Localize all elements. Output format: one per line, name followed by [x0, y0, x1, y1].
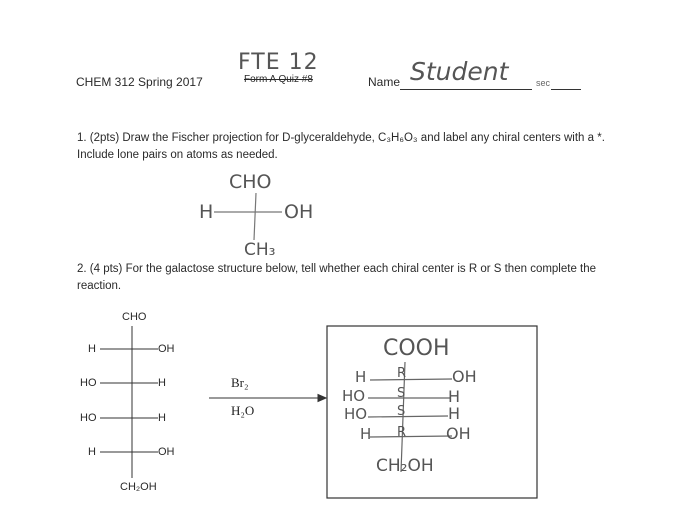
product-top-group: COOH — [383, 336, 450, 361]
galactose-row2-right: H — [158, 377, 166, 389]
handwritten-name: Student — [410, 57, 509, 86]
q1-prompt-line1: 1. (2pts) Draw the Fischer projection for D-glyceraldehyde, C₃H₆O₃ and label any chiral centers with a *. — [77, 132, 605, 144]
q2-prompt-line2: reaction. — [77, 280, 122, 292]
galactose-row1-left: H — [88, 343, 96, 355]
q1-answer-bottom-group: CH₃ — [244, 240, 276, 260]
product-row3-left: HO — [344, 405, 368, 423]
product-bottom-group: CH₂OH — [376, 456, 434, 476]
product-row1-left: H — [355, 368, 367, 386]
reagent-water: H₂O — [231, 403, 255, 418]
course-title: CHEM 312 Spring 2017 — [76, 75, 203, 89]
product-row4-left: H — [360, 425, 372, 443]
product-row1-right: OH — [452, 367, 477, 386]
section-label: sec — [536, 78, 551, 88]
galactose-row4-right: OH — [158, 446, 175, 458]
q1-answer-top-group: CHO — [229, 171, 272, 193]
galactose-row2-left: HO — [80, 377, 97, 389]
name-label: Name — [368, 75, 401, 89]
galactose-row3-left: HO — [80, 412, 97, 424]
q1-answer-right-group: OH — [284, 201, 314, 223]
product-row4-right: OH — [446, 424, 471, 443]
product-row2-left: HO — [342, 387, 366, 405]
product-row1-config: R — [397, 366, 407, 381]
galactose-row4-left: H — [88, 446, 96, 458]
galactose-row1-right: OH — [158, 343, 175, 355]
product-row2-config: S — [397, 386, 406, 401]
handwritten-quiz-code: FTE 12 — [238, 50, 319, 75]
product-row4-config: R — [397, 425, 407, 440]
product-row3-config: S — [397, 404, 406, 419]
product-row2-right: H — [448, 387, 461, 406]
reagent-bromine: Br₂ — [231, 375, 249, 390]
product-row3-right: H — [448, 404, 461, 423]
galactose-top-group: CHO — [122, 311, 147, 323]
q1-prompt-line2: Include lone pairs on atoms as needed. — [77, 149, 278, 161]
q1-answer-left-group: H — [199, 201, 214, 223]
q2-prompt-line1: 2. (4 pts) For the galactose structure below, tell whether each chiral center is R or S then complete the — [77, 263, 597, 275]
galactose-row3-right: H — [158, 412, 166, 424]
galactose-bottom-group: CH₂OH — [120, 481, 157, 493]
form-label: Form A Quiz #8 — [244, 74, 313, 85]
